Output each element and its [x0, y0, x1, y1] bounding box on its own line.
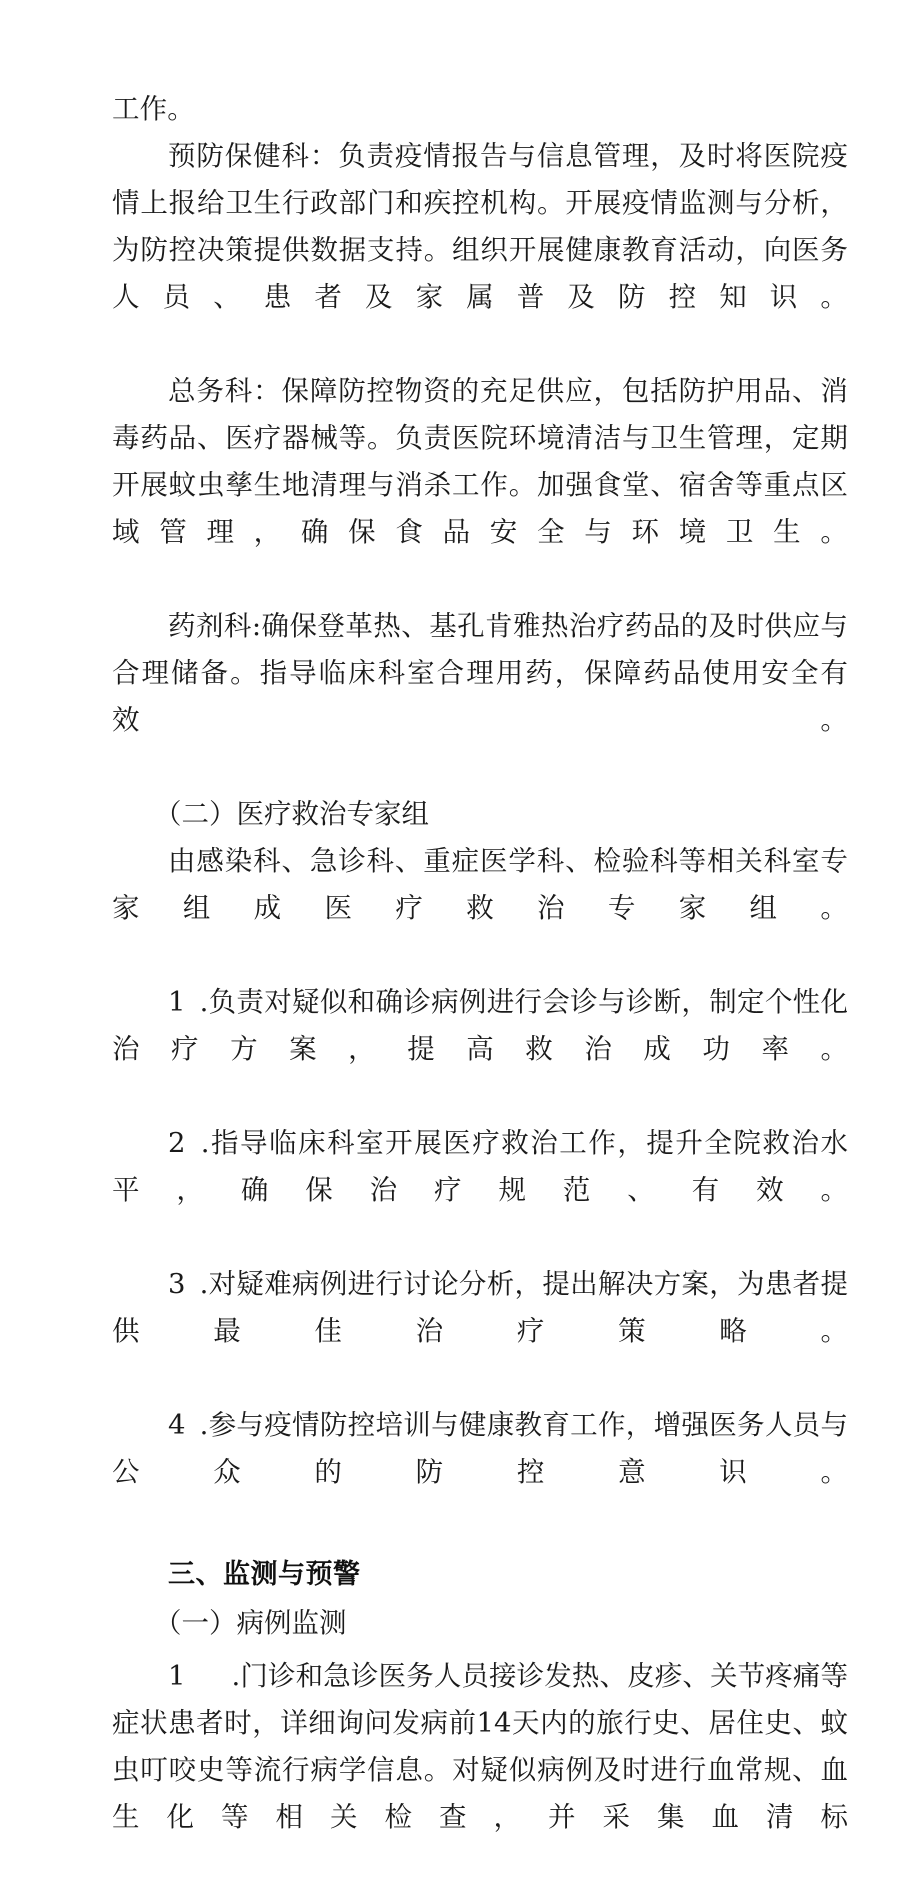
paragraph-prevention-healthcare-dept: 预防保健科：负责疫情报告与信息管理，及时将医院疫情上报给卫生行政部门和疾控机构。开展疫情监测与分析，为防控决策提供数据支持。组织开展健康教育活动，向医务人员、患者及家属普及防控知识。	[112, 140, 848, 313]
section-spacer	[112, 1543, 848, 1551]
paragraph-pharmacy-dept: 药剂科:确保登革热、基孔肯雅热治疗药品的及时供应与合理储备。指导临床科室合理用药，保障药品使用安全有效。	[112, 610, 848, 736]
list-item-surveillance-1	[112, 1653, 848, 1888]
list-item-text: 门诊和急诊医务人员接诊发热、皮疹、关节疼痛等症状患者时，详细询问发病前14天内的旅行史、居住史、蚊虫叮咬史等流行病学信息。对疑似病例及时进行血常规、血生化等相关检查，并采集血清标	[112, 1660, 848, 1833]
list-item-expert-3	[112, 1261, 848, 1402]
list-item-text: 负责对疑似和确诊病例进行会诊与诊断，制定个性化治疗方案，提高救治成功率。	[112, 986, 848, 1065]
document-body-column	[112, 86, 848, 1888]
number-gap	[186, 1409, 200, 1441]
list-item-text: 对疑难病例进行讨论分析，提出解决方案，为患者提供最佳治疗策略。	[112, 1268, 848, 1347]
heading-case-surveillance: （一）病例监测	[154, 1607, 347, 1639]
list-item-number: 4 .	[168, 1409, 209, 1441]
list-item-number: 2 .	[168, 1127, 210, 1159]
number-gap	[186, 1268, 200, 1300]
list-item-number: 1 .	[168, 1660, 241, 1692]
list-item-expert-2	[112, 1120, 848, 1261]
paragraph-general-affairs-dept: 总务科：保障防控物资的充足供应，包括防护用品、消毒药品、医疗器械等。负责医院环境清洁与卫生管理，定期开展蚊虫孳生地清理与消杀工作。加强食堂、宿舍等重点区域管理，确保食品安全与环境卫生。	[112, 375, 848, 548]
list-item-text: 参与疫情防控培训与健康教育工作，增强医务人员与公众的防控意识。	[112, 1409, 848, 1488]
heading-medical-treatment-expert-group: （二）医疗救治专家组	[154, 798, 429, 830]
number-gap	[186, 1127, 201, 1159]
heading-section-three-surveillance-warning: 三、监测与预警	[168, 1559, 361, 1590]
list-item-expert-1	[112, 979, 848, 1120]
list-item-number: 3 .	[168, 1268, 209, 1300]
list-item-text: 指导临床科室开展医疗救治工作，提升全院救治水平，确保治疗规范、有效。	[112, 1127, 848, 1206]
list-item-expert-4	[112, 1402, 848, 1543]
paragraph-continuation: 工作。	[112, 93, 195, 125]
list-item-number: 1 .	[168, 986, 209, 1018]
paragraph-expert-group-composition: 由感染科、急诊科、重症医学科、检验科等相关科室专家组成医疗救治专家组。	[112, 845, 848, 924]
number-gap	[186, 986, 200, 1018]
